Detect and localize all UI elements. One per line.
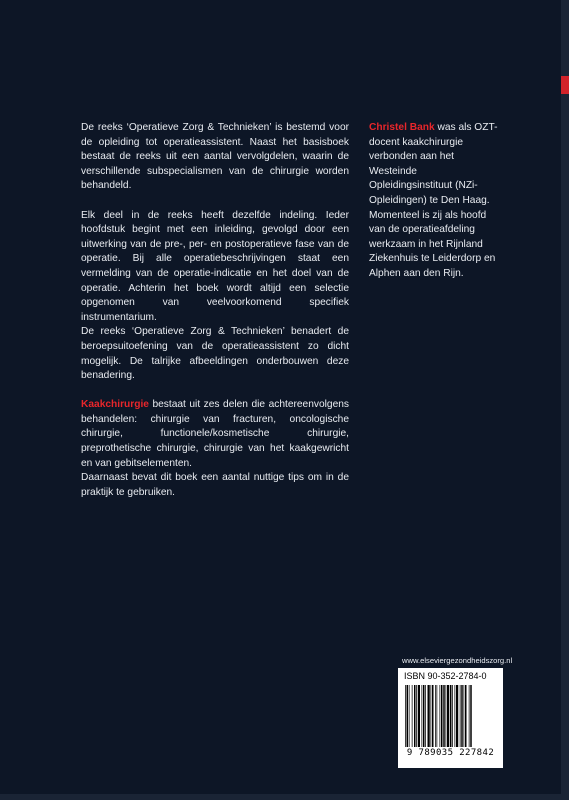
barcode-icon: [405, 685, 496, 747]
red-accent-tab: [561, 76, 569, 94]
paragraph-structure: Elk deel in de reeks heeft dezelfde indeling. Ieder hoofdstuk begint met een inleiding, gevolgd door een uitwerking van de pre-, per- en postoperatieve fase van de operatie. Bij alle operatiebeschrijvingen staat een vermelding van de operatie-indicatie en het doel van de operatie. Achterin het boek wordt altijd een selectie opgenomen van veelvoorkomend specifiek instrumentarium.: [81, 209, 349, 323]
author-name: Christel Bank: [369, 122, 435, 133]
publisher-website: www.elseviergezondheidszorg.nl: [402, 656, 513, 665]
right-edge-strip: [561, 0, 569, 800]
series-description: [81, 121, 349, 500]
paragraph-tips: Daarnaast bevat dit boek een aantal nuttige tips om in de praktijk te gebruiken.: [81, 472, 349, 498]
ean-number: 9 789035 227842: [406, 748, 495, 758]
book-contents-text: bestaat uit zes delen die achtereenvolgens behandelen: chirurgie van fracturen, oncologische chirurgie, functionele/kosmetische chirurgie, preprothetische chirurgie, chirurgie van het kaakgewricht en van gebitselementen.: [81, 399, 349, 469]
paragraph-approach: De reeks ‘Operatieve Zorg & Technieken’ benadert de beroepsuitoefening van de operatieassistent zo dicht mogelijk. De talrijke afbeeldingen onderbouwen deze benadering.: [81, 326, 349, 382]
paragraph-book-contents: [81, 398, 349, 471]
barcode-block: [398, 668, 503, 768]
paragraph-series-intro: De reeks ‘Operatieve Zorg & Technieken’ is bestemd voor de opleiding tot operatieassistent. Naast het basisboek bestaat de reeks uit een aantal vervolgdelen, waarin de verschillende subspecialismen van de chirurgie worden behandeld.: [81, 122, 349, 192]
author-bio: [369, 121, 499, 282]
author-bio-text: was als OZT-docent kaakchirurgie verbonden aan het Westeinde Opleidingsinstituut (NZi-Opleidingen) te Den Haag. Momenteel is zij als hoofd van de operatieafdeling werkzaam in het Rijnland Ziekenhuis te Leiderdorp en Alphen aan den Rijn.: [369, 122, 498, 279]
isbn-number: ISBN 90-352-2784-0: [404, 671, 487, 681]
book-title-highlight: Kaakchirurgie: [81, 399, 149, 411]
bottom-edge-strip: [0, 794, 569, 800]
